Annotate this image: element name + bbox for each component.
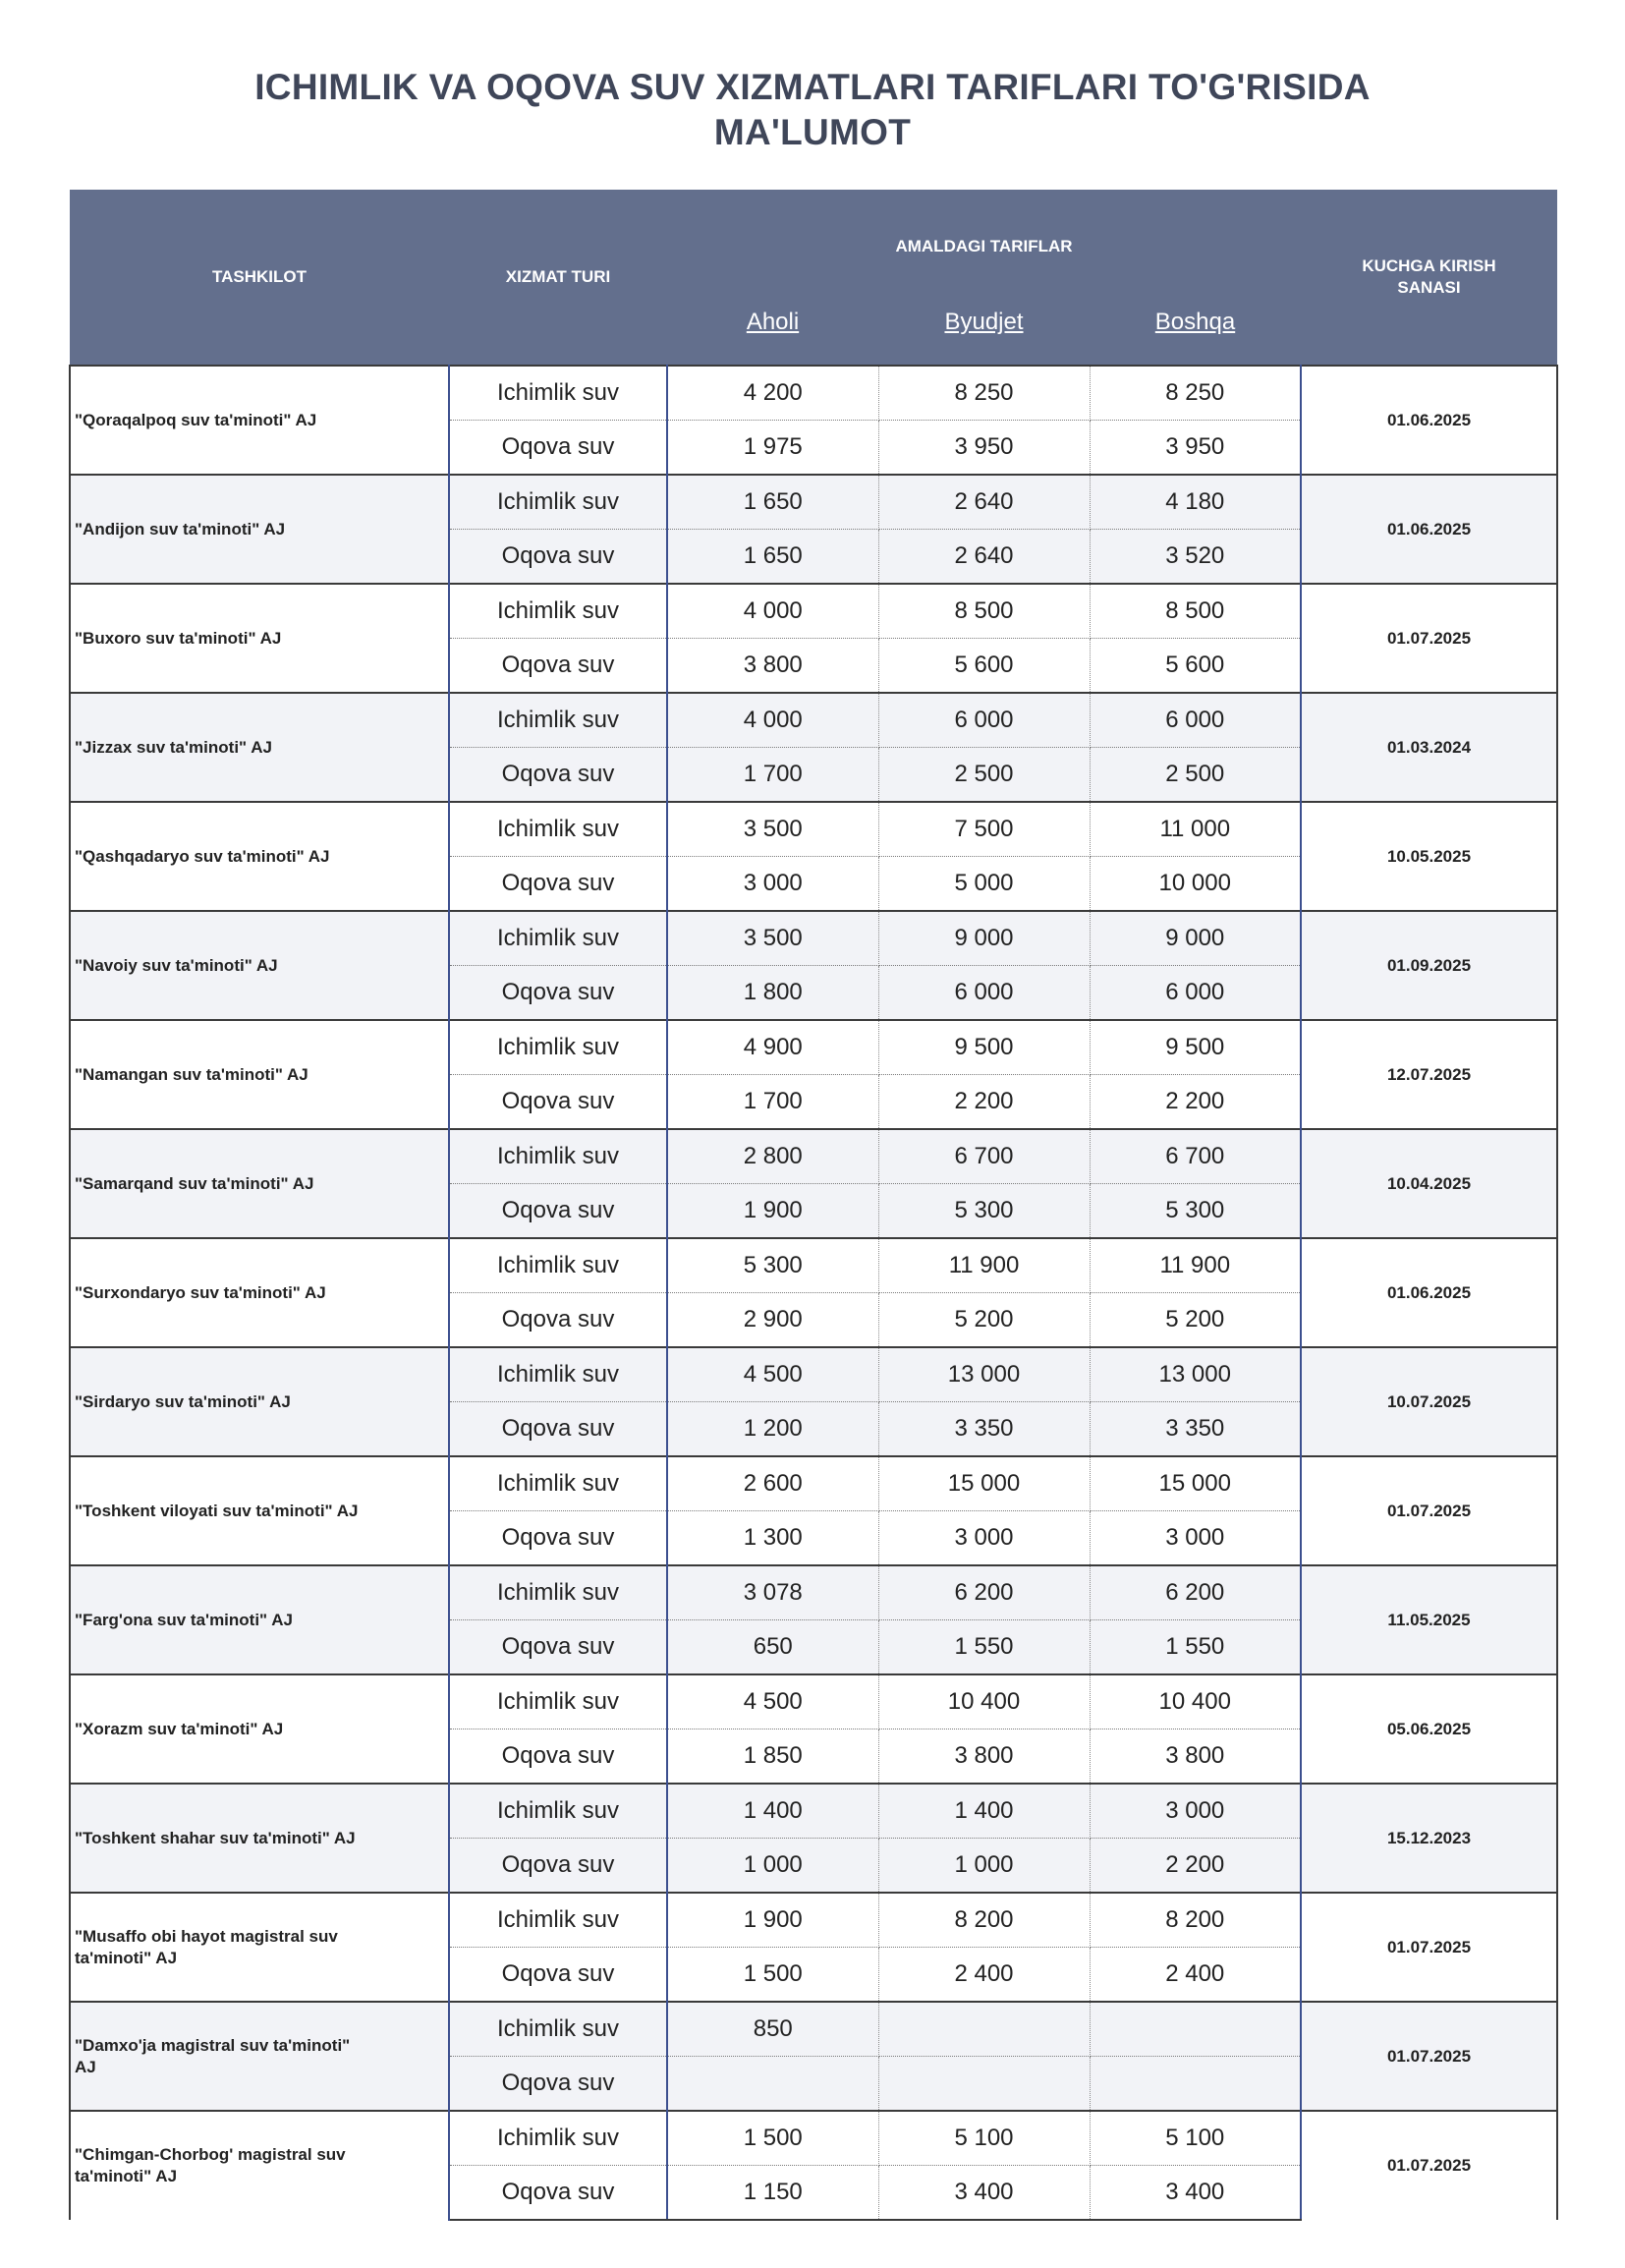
effective-date: 10.07.2025 — [1301, 1347, 1557, 1456]
tariff-drinking-byudjet: 10 400 — [878, 1674, 1090, 1729]
tariff-drinking-byudjet: 13 000 — [878, 1347, 1090, 1402]
tariff-sewage-boshqa: 3 000 — [1090, 1511, 1301, 1566]
column-header-date — [1301, 190, 1557, 366]
tariff-drinking-boshqa: 10 400 — [1090, 1674, 1301, 1729]
tariff-sewage-aholi: 1 700 — [667, 748, 878, 803]
tariff-sewage-boshqa: 2 400 — [1090, 1948, 1301, 2003]
tariff-drinking-aholi: 1 500 — [667, 2111, 878, 2166]
tariff-sewage-byudjet: 3 800 — [878, 1729, 1090, 1785]
page-title-line-1: ICHIMLIK VA OQOVA SUV XIZMATLARI TARIFLARI TO'G'RISIDA — [254, 67, 1371, 107]
organization-name-text: "Samarqand suv ta'minoti" AJ — [75, 1173, 314, 1193]
tariff-drinking-boshqa: 15 000 — [1090, 1456, 1301, 1511]
tariff-sewage-boshqa: 6 000 — [1090, 966, 1301, 1021]
tariff-drinking-byudjet: 9 000 — [878, 911, 1090, 966]
effective-date: 11.05.2025 — [1301, 1565, 1557, 1674]
tariff-sewage-boshqa: 2 200 — [1090, 1075, 1301, 1130]
service-type-drinking: Ichimlik suv — [449, 2111, 667, 2166]
tariff-drinking-aholi: 4 500 — [667, 1674, 878, 1729]
tariff-sewage-byudjet: 1 000 — [878, 1839, 1090, 1894]
service-type-drinking: Ichimlik suv — [449, 584, 667, 639]
organization-name-text: "Qashqadaryo suv ta'minoti" AJ — [75, 846, 330, 866]
effective-date: 01.07.2025 — [1301, 584, 1557, 693]
tariff-drinking-aholi: 1 650 — [667, 475, 878, 530]
table-row — [70, 1456, 1557, 1511]
tariff-sewage-boshqa: 2 200 — [1090, 1839, 1301, 1894]
service-type-sewage: Oqova suv — [449, 1402, 667, 1457]
service-type-sewage: Oqova suv — [449, 421, 667, 476]
organization-name-text: "Musaffo obi hayot magistral suv ta'minoti" AJ — [75, 1926, 338, 1967]
tariff-drinking-byudjet: 8 500 — [878, 584, 1090, 639]
table-row — [70, 1347, 1557, 1402]
tariff-sewage-boshqa: 10 000 — [1090, 857, 1301, 912]
organization-name — [70, 366, 449, 475]
service-type-sewage: Oqova suv — [449, 2057, 667, 2112]
tariff-drinking-aholi: 3 500 — [667, 911, 878, 966]
tariff-sewage-boshqa: 5 300 — [1090, 1184, 1301, 1239]
tariff-sewage-boshqa: 3 950 — [1090, 421, 1301, 476]
effective-date: 01.07.2025 — [1301, 2111, 1557, 2220]
tariff-sewage-byudjet: 2 200 — [878, 1075, 1090, 1130]
tariff-sewage-byudjet: 3 950 — [878, 421, 1090, 476]
organization-name — [70, 2002, 449, 2111]
organization-name-text: "Sirdaryo suv ta'minoti" AJ — [75, 1391, 291, 1411]
page-title — [0, 65, 1625, 155]
organization-name-text: "Xorazm suv ta'minoti" AJ — [75, 1719, 284, 1738]
tariff-sewage-byudjet: 3 400 — [878, 2166, 1090, 2221]
tariff-drinking-aholi: 3 078 — [667, 1565, 878, 1620]
effective-date: 10.04.2025 — [1301, 1129, 1557, 1238]
tariff-drinking-byudjet: 11 900 — [878, 1238, 1090, 1293]
tariff-drinking-aholi: 4 000 — [667, 693, 878, 748]
tariff-sewage-boshqa: 5 600 — [1090, 639, 1301, 694]
table-row — [70, 2002, 1557, 2057]
organization-name-text: "Buxoro suv ta'minoti" AJ — [75, 628, 282, 648]
service-type-drinking: Ichimlik suv — [449, 1893, 667, 1948]
tariff-sewage-byudjet: 2 500 — [878, 748, 1090, 803]
service-type-sewage: Oqova suv — [449, 530, 667, 585]
service-type-sewage: Oqova suv — [449, 1075, 667, 1130]
tariff-sewage-aholi: 3 800 — [667, 639, 878, 694]
tariff-drinking-boshqa — [1090, 2002, 1301, 2057]
organization-name — [70, 802, 449, 911]
tariff-sewage-boshqa: 3 800 — [1090, 1729, 1301, 1785]
service-type-sewage: Oqova suv — [449, 1729, 667, 1785]
tariff-sewage-aholi: 1 800 — [667, 966, 878, 1021]
organization-name — [70, 1784, 449, 1893]
tariff-drinking-byudjet: 6 000 — [878, 693, 1090, 748]
organization-name — [70, 1565, 449, 1674]
tariff-sewage-boshqa: 2 500 — [1090, 748, 1301, 803]
tariff-sewage-byudjet: 5 300 — [878, 1184, 1090, 1239]
effective-date: 01.06.2025 — [1301, 1238, 1557, 1347]
tariff-drinking-byudjet — [878, 2002, 1090, 2057]
tariff-drinking-aholi: 850 — [667, 2002, 878, 2057]
tariff-drinking-byudjet: 6 700 — [878, 1129, 1090, 1184]
tariff-sewage-aholi: 1 200 — [667, 1402, 878, 1457]
tariff-drinking-aholi: 1 900 — [667, 1893, 878, 1948]
tariff-sewage-boshqa: 3 350 — [1090, 1402, 1301, 1457]
tariff-sewage-aholi: 1 900 — [667, 1184, 878, 1239]
tariff-drinking-byudjet: 15 000 — [878, 1456, 1090, 1511]
tariff-drinking-boshqa: 6 000 — [1090, 693, 1301, 748]
service-type-drinking: Ichimlik suv — [449, 1565, 667, 1620]
service-type-sewage: Oqova suv — [449, 748, 667, 803]
tariff-drinking-byudjet: 8 250 — [878, 366, 1090, 421]
effective-date: 01.07.2025 — [1301, 1893, 1557, 2002]
service-type-sewage: Oqova suv — [449, 1620, 667, 1675]
organization-name — [70, 1129, 449, 1238]
effective-date: 01.06.2025 — [1301, 366, 1557, 475]
tariff-table — [69, 190, 1558, 2221]
organization-name-text: "Surxondaryo suv ta'minoti" AJ — [75, 1282, 326, 1302]
tariff-sewage-aholi: 1 000 — [667, 1839, 878, 1894]
service-type-drinking: Ichimlik suv — [449, 1129, 667, 1184]
column-header-service: XIZMAT TURI — [449, 190, 667, 366]
tariff-sewage-byudjet: 5 000 — [878, 857, 1090, 912]
table-row — [70, 1020, 1557, 1075]
column-header-aholi: Aholi — [667, 303, 878, 366]
effective-date: 12.07.2025 — [1301, 1020, 1557, 1129]
organization-name — [70, 584, 449, 693]
service-type-sewage: Oqova suv — [449, 1839, 667, 1894]
table-row — [70, 1565, 1557, 1620]
tariff-drinking-boshqa: 6 700 — [1090, 1129, 1301, 1184]
tariff-sewage-byudjet: 3 000 — [878, 1511, 1090, 1566]
tariff-sewage-aholi: 1 300 — [667, 1511, 878, 1566]
organization-name — [70, 475, 449, 584]
tariff-sewage-byudjet: 6 000 — [878, 966, 1090, 1021]
service-type-sewage: Oqova suv — [449, 1293, 667, 1348]
tariff-drinking-boshqa: 8 250 — [1090, 366, 1301, 421]
tariff-sewage-byudjet — [878, 2057, 1090, 2112]
service-type-sewage: Oqova suv — [449, 2166, 667, 2221]
organization-name — [70, 1347, 449, 1456]
organization-name — [70, 2111, 449, 2220]
tariff-sewage-byudjet: 5 200 — [878, 1293, 1090, 1348]
table-row — [70, 1238, 1557, 1293]
tariff-sewage-boshqa: 5 200 — [1090, 1293, 1301, 1348]
tariff-drinking-byudjet: 2 640 — [878, 475, 1090, 530]
tariff-drinking-aholi: 4 200 — [667, 366, 878, 421]
tariff-drinking-byudjet: 1 400 — [878, 1784, 1090, 1839]
table-row — [70, 1784, 1557, 1839]
organization-name — [70, 693, 449, 802]
service-type-drinking: Ichimlik suv — [449, 802, 667, 857]
service-type-sewage: Oqova suv — [449, 1948, 667, 2003]
tariff-sewage-aholi: 1 500 — [667, 1948, 878, 2003]
tariff-drinking-byudjet: 6 200 — [878, 1565, 1090, 1620]
organization-name — [70, 1456, 449, 1565]
effective-date: 10.05.2025 — [1301, 802, 1557, 911]
tariff-drinking-aholi: 1 400 — [667, 1784, 878, 1839]
organization-name-text: "Navoiy suv ta'minoti" AJ — [75, 955, 278, 975]
effective-date: 01.06.2025 — [1301, 475, 1557, 584]
tariff-drinking-boshqa: 6 200 — [1090, 1565, 1301, 1620]
tariff-drinking-boshqa: 11 900 — [1090, 1238, 1301, 1293]
tariff-sewage-byudjet: 3 350 — [878, 1402, 1090, 1457]
organization-name — [70, 911, 449, 1020]
tariff-sewage-aholi: 2 900 — [667, 1293, 878, 1348]
table-row — [70, 802, 1557, 857]
tariff-drinking-boshqa: 9 000 — [1090, 911, 1301, 966]
organization-name — [70, 1674, 449, 1784]
tariff-drinking-boshqa: 5 100 — [1090, 2111, 1301, 2166]
tariff-sewage-boshqa: 3 400 — [1090, 2166, 1301, 2221]
tariff-sewage-byudjet: 2 400 — [878, 1948, 1090, 2003]
effective-date: 05.06.2025 — [1301, 1674, 1557, 1784]
page-title-line-2: MA'LUMOT — [713, 112, 912, 152]
tariff-drinking-boshqa: 8 500 — [1090, 584, 1301, 639]
tariff-sewage-byudjet: 5 600 — [878, 639, 1090, 694]
organization-name-text: "Andijon suv ta'minoti" AJ — [75, 519, 286, 539]
tariff-sewage-aholi — [667, 2057, 878, 2112]
table-row — [70, 366, 1557, 421]
service-type-drinking: Ichimlik suv — [449, 2002, 667, 2057]
effective-date: 15.12.2023 — [1301, 1784, 1557, 1893]
tariff-sewage-aholi: 1 850 — [667, 1729, 878, 1785]
tariff-drinking-byudjet: 7 500 — [878, 802, 1090, 857]
organization-name-text: "Damxo'ja magistral suv ta'minoti" AJ — [75, 2035, 351, 2076]
tariff-drinking-byudjet: 5 100 — [878, 2111, 1090, 2166]
table-row — [70, 1893, 1557, 1948]
effective-date: 01.07.2025 — [1301, 2002, 1557, 2111]
service-type-drinking: Ichimlik suv — [449, 1020, 667, 1075]
tariff-sewage-aholi: 650 — [667, 1620, 878, 1675]
tariff-drinking-aholi: 4 900 — [667, 1020, 878, 1075]
tariff-sewage-byudjet: 2 640 — [878, 530, 1090, 585]
table-row — [70, 693, 1557, 748]
service-type-drinking: Ichimlik suv — [449, 1784, 667, 1839]
tariff-sewage-aholi: 3 000 — [667, 857, 878, 912]
tariff-sewage-boshqa — [1090, 2057, 1301, 2112]
effective-date: 01.09.2025 — [1301, 911, 1557, 1020]
service-type-sewage: Oqova suv — [449, 966, 667, 1021]
service-type-sewage: Oqova suv — [449, 1184, 667, 1239]
organization-name-text: "Toshkent viloyati suv ta'minoti" AJ — [75, 1501, 359, 1520]
effective-date: 01.07.2025 — [1301, 1456, 1557, 1565]
table-row — [70, 2111, 1557, 2166]
tariff-drinking-aholi: 5 300 — [667, 1238, 878, 1293]
service-type-sewage: Oqova suv — [449, 1511, 667, 1566]
tariff-sewage-boshqa: 3 520 — [1090, 530, 1301, 585]
organization-name — [70, 1238, 449, 1347]
service-type-sewage: Oqova suv — [449, 857, 667, 912]
tariff-drinking-boshqa: 3 000 — [1090, 1784, 1301, 1839]
tariff-drinking-boshqa: 9 500 — [1090, 1020, 1301, 1075]
service-type-sewage: Oqova suv — [449, 639, 667, 694]
organization-name-text: "Namangan suv ta'minoti" AJ — [75, 1064, 308, 1084]
tariff-sewage-boshqa: 1 550 — [1090, 1620, 1301, 1675]
tariff-drinking-boshqa: 4 180 — [1090, 475, 1301, 530]
tariff-sewage-byudjet: 1 550 — [878, 1620, 1090, 1675]
tariff-drinking-boshqa: 8 200 — [1090, 1893, 1301, 1948]
service-type-drinking: Ichimlik suv — [449, 693, 667, 748]
service-type-drinking: Ichimlik suv — [449, 1347, 667, 1402]
tariff-drinking-aholi: 4 500 — [667, 1347, 878, 1402]
tariff-sewage-aholi: 1 700 — [667, 1075, 878, 1130]
tariff-drinking-aholi: 4 000 — [667, 584, 878, 639]
service-type-drinking: Ichimlik suv — [449, 1456, 667, 1511]
tariff-sewage-aholi: 1 975 — [667, 421, 878, 476]
organization-name-text: "Toshkent shahar suv ta'minoti" AJ — [75, 1828, 356, 1847]
tariff-drinking-byudjet: 8 200 — [878, 1893, 1090, 1948]
organization-name-text: "Qoraqalpoq suv ta'minoti" AJ — [75, 410, 317, 429]
column-header-byudjet: Byudjet — [878, 303, 1090, 366]
tariff-drinking-aholi: 3 500 — [667, 802, 878, 857]
table-row — [70, 1129, 1557, 1184]
table-body — [70, 366, 1557, 2220]
tariff-drinking-aholi: 2 800 — [667, 1129, 878, 1184]
service-type-drinking: Ichimlik suv — [449, 1238, 667, 1293]
organization-name-text: "Farg'ona suv ta'minoti" AJ — [75, 1610, 293, 1629]
table-row — [70, 584, 1557, 639]
tariff-drinking-boshqa: 13 000 — [1090, 1347, 1301, 1402]
column-header-tariffs: AMALDAGI TARIFLAR — [667, 190, 1301, 303]
effective-date: 01.03.2024 — [1301, 693, 1557, 802]
column-header-date-text: KUCHGA KIRISH SANASI — [1362, 256, 1496, 297]
service-type-drinking: Ichimlik suv — [449, 366, 667, 421]
service-type-drinking: Ichimlik suv — [449, 911, 667, 966]
table-row — [70, 475, 1557, 530]
organization-name — [70, 1020, 449, 1129]
organization-name — [70, 1893, 449, 2002]
service-type-drinking: Ichimlik suv — [449, 475, 667, 530]
tariff-sewage-aholi: 1 650 — [667, 530, 878, 585]
organization-name-text: "Jizzax suv ta'minoti" AJ — [75, 737, 272, 757]
table-row — [70, 911, 1557, 966]
table-header — [70, 190, 1557, 366]
column-header-boshqa: Boshqa — [1090, 303, 1301, 366]
tariff-sewage-aholi: 1 150 — [667, 2166, 878, 2221]
service-type-drinking: Ichimlik suv — [449, 1674, 667, 1729]
table-row — [70, 1674, 1557, 1729]
tariff-drinking-byudjet: 9 500 — [878, 1020, 1090, 1075]
column-header-organization: TASHKILOT — [70, 190, 449, 366]
organization-name-text: "Chimgan-Chorbog' magistral suv ta'minoti" AJ — [75, 2145, 346, 2185]
tariff-drinking-aholi: 2 600 — [667, 1456, 878, 1511]
tariff-drinking-boshqa: 11 000 — [1090, 802, 1301, 857]
